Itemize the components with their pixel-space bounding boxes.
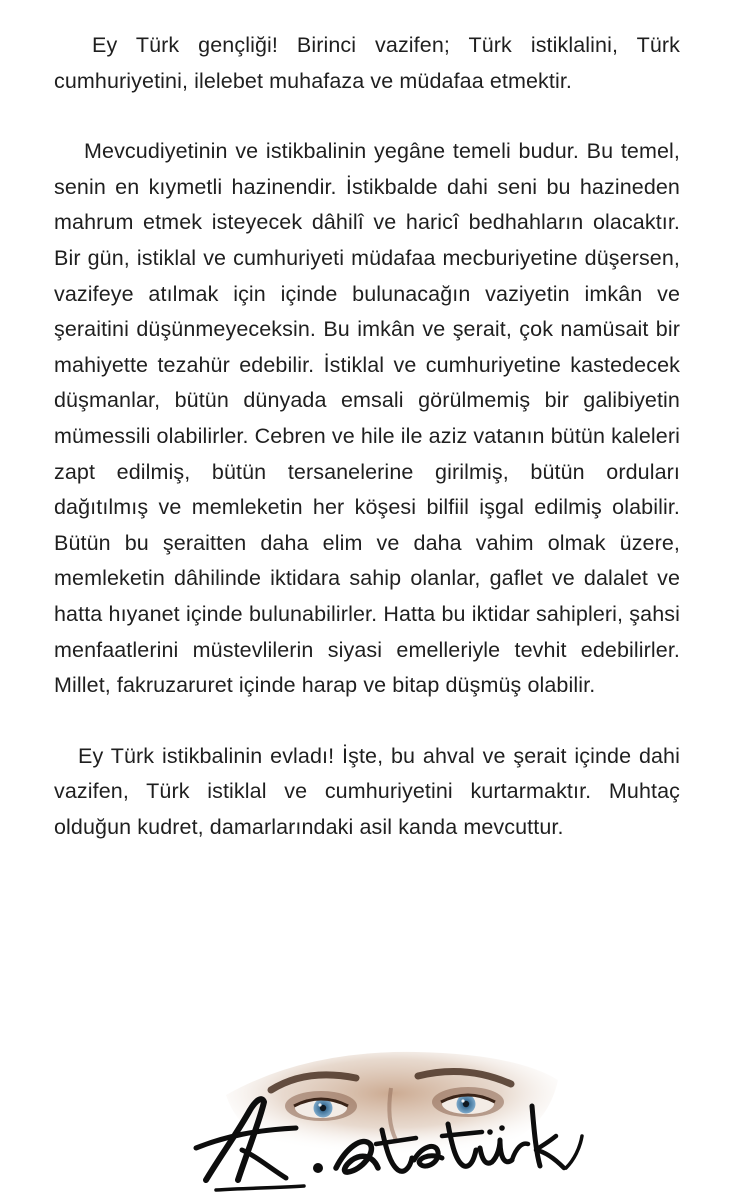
paragraph-1: Ey Türk gençliği! Birinci vazifen; Türk istiklalini, Türk cumhuriyetini, ilelebet muhafaza ve müdafaa etmektir. — [54, 33, 680, 93]
paragraph-2: Mevcudiyetinin ve istikbalinin yegâne temeli budur. Bu temel, senin en kıymetli hazinendir. İstikbalde dahi seni bu hazineden mahrum etmek isteyecek dâhilî ve haricî bedhahların olacaktır. Bir gün, istiklal ve cumhuriyeti müdafaa mecburiyetine düşersen, vazifeye atılmak için içinde bulunacağın vaziyetin imkân ve şeraitini düşünmeyeceksin. Bu imkân ve şerait, çok namüsait bir mahiyette tezahür edebilir. İstiklal ve cumhuriyetine kastedecek düşmanlar, bütün dünyada emsali görülmemiş bir galibiyetin mümessili olabilirler. Cebren ve hile ile aziz vatanın bütün kaleleri zapt edilmiş, bütün tersanelerine girilmiş, bütün orduları dağıtılmış ve memleketin her köşesi bilfiil işgal edilmiş olabilir. Bütün bu şeraitten daha elim ve daha vahim olmak üzere, memleketin dâhilinde iktidara sahip olanlar, gaflet ve dalalet ve hatta hıyanet içinde bulunabilirler. Hatta bu iktidar sahipleri, şahsi menfaatlerini müstevlilerin siyasi emelleriyle tevhit edebilirler. Millet, fakruzaruret içinde harap ve bitap düşmüş olabilir. — [54, 139, 680, 698]
speech-document — [54, 28, 680, 845]
ataturk-eyes-signature-image — [186, 1040, 586, 1195]
paragraph-3: Ey Türk istikbalinin evladı! İşte, bu ahval ve şerait içinde dahi vazifen, Türk istiklal ve cumhuriyetini kurtarmaktır. Muhtaç olduğun kudret, damarlarındaki asil kanda mevcuttur. — [54, 743, 680, 839]
